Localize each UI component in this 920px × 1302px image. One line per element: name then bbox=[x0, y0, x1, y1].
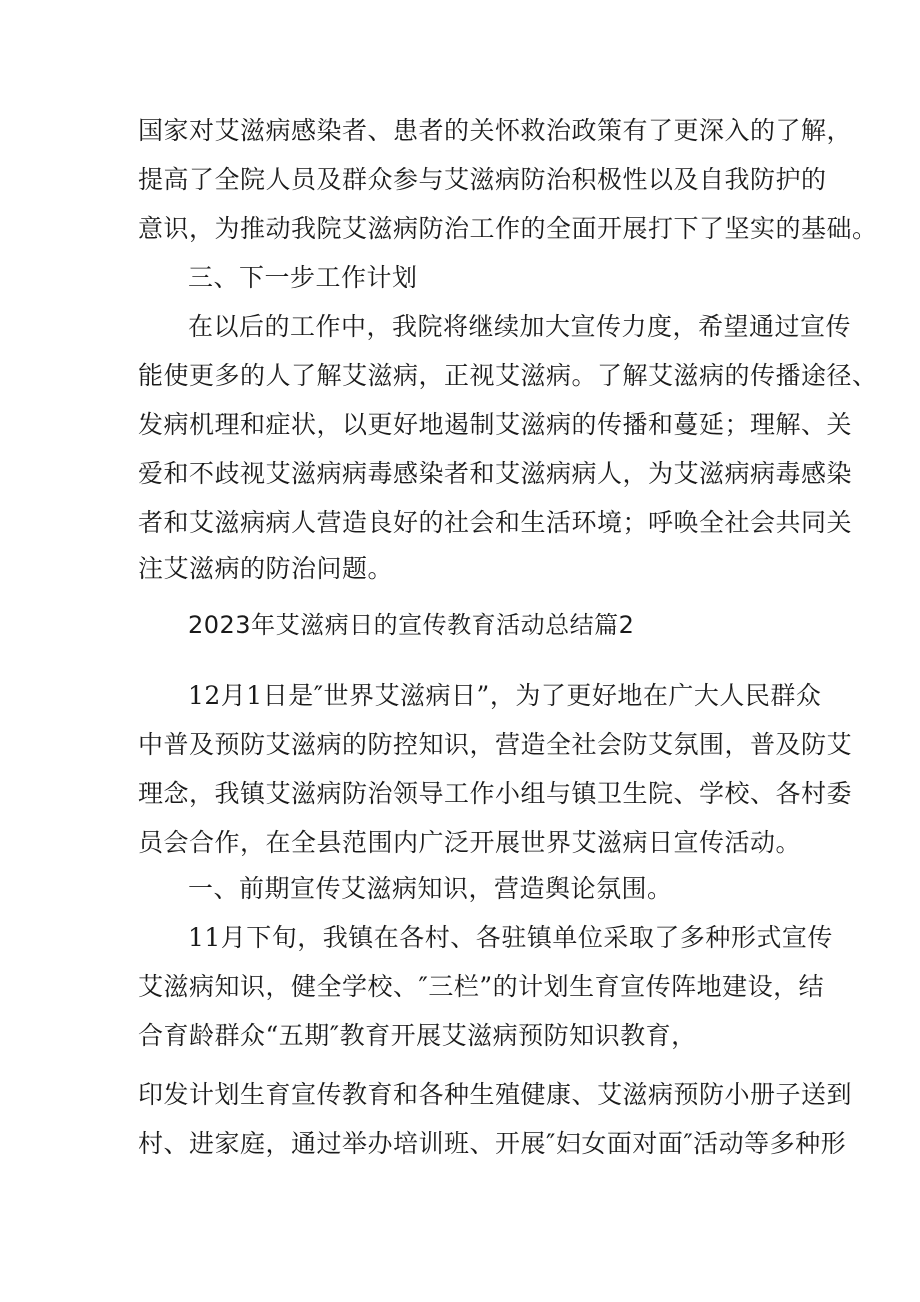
text-line: 员会合作，在全县范围内广泛开展世界艾滋病日宣传活动。 bbox=[138, 828, 802, 857]
text-line: 印发计划生育宣传教育和各种生殖健康、艾滋病预防小册子送到 bbox=[138, 1080, 853, 1109]
text-line: 村、进家庭，通过举办培训班、开展″妇女面对面″活动等多种形 bbox=[138, 1129, 847, 1158]
section-heading: 三、下一步工作计划 bbox=[188, 263, 418, 292]
text-line: 中普及预防艾滋病的防控知识，营造全社会防艾氛围，普及防艾 bbox=[138, 730, 853, 759]
section-heading: 一、前期宣传艾滋病知识，营造舆论氛围。 bbox=[188, 874, 673, 903]
text-line: 合育龄群众“五期″教育开展艾滋病预防知识教育， bbox=[138, 1021, 697, 1050]
text-line: 12月1日是″世界艾滋病日”，为了更好地在广大人民群众 bbox=[188, 681, 822, 710]
text-line: 者和艾滋病病人营造良好的社会和生活环境；呼唤全社会共同关 bbox=[138, 508, 853, 537]
text-line: 在以后的工作中，我院将继续加大宣传力度，希望通过宣传 bbox=[188, 312, 852, 341]
text-line: 发病机理和症状，以更好地遏制艾滋病的传播和蔓延；理解、关 bbox=[138, 410, 853, 439]
text-line: 提高了全院人员及群众参与艾滋病防治积极性以及自我防护的 bbox=[138, 165, 827, 194]
text-line: 11月下旬，我镇在各村、各驻镇单位采取了多种形式宣传 bbox=[188, 923, 833, 952]
text-line: 能使更多的人了解艾滋病，正视艾滋病。了解艾滋病的传播途径、 bbox=[138, 361, 878, 390]
text-line: 意识，为推动我院艾滋病防治工作的全面开展打下了坚实的基础。 bbox=[138, 214, 878, 243]
text-line: 爱和不歧视艾滋病病毒感染者和艾滋病病人，为艾滋病病毒感染 bbox=[138, 459, 853, 488]
article-title: 2023年艾滋病日的宣传教育活动总结篇2 bbox=[188, 611, 635, 639]
text-line: 注艾滋病的防治问题。 bbox=[138, 554, 394, 583]
text-line: 艾滋病知识，健全学校、″三栏”的计划生育宣传阵地建设，结 bbox=[138, 972, 825, 1001]
text-line: 国家对艾滋病感染者、患者的关怀救治政策有了更深入的了解， bbox=[138, 116, 853, 145]
text-line: 理念，我镇艾滋病防治领导工作小组与镇卫生院、学校、各村委 bbox=[138, 779, 853, 808]
